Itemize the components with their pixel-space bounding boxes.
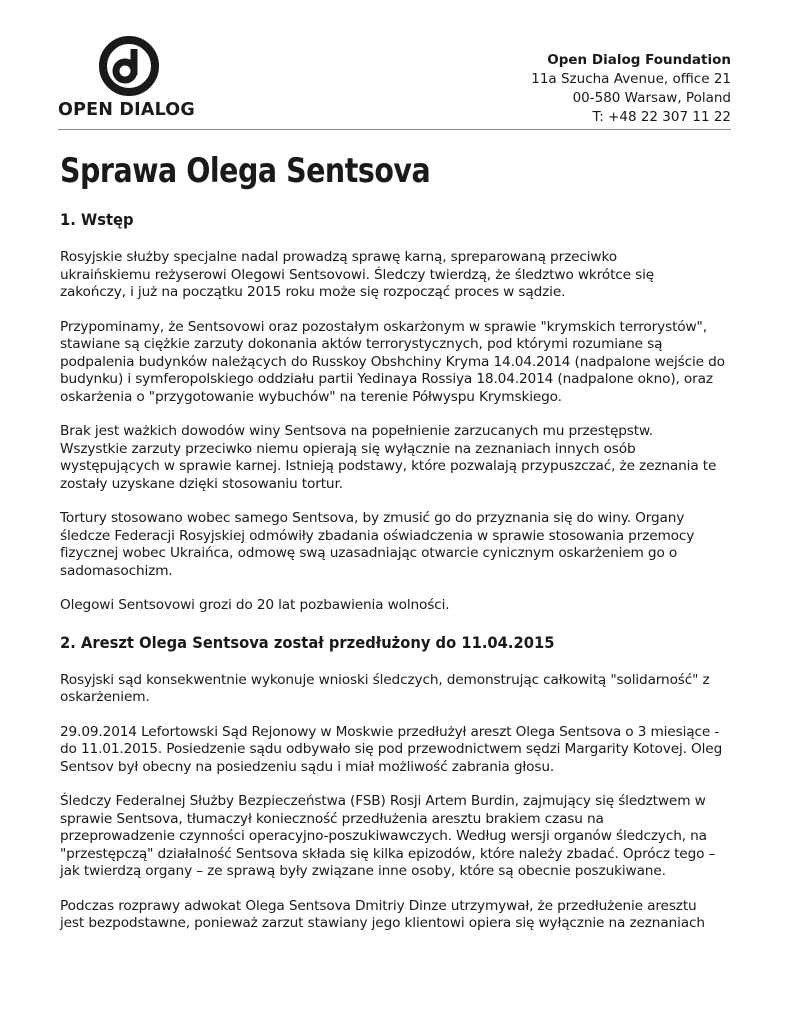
address-line-2: 00-580 Warsaw, Poland [572, 90, 731, 106]
text-line: śledcze Federacji Rosyjskiej odmówiły zbadania oświadczenia w sprawie stosowania przemocy [60, 527, 695, 544]
org-address-block [531, 51, 731, 127]
text-line: fizycznej wobec Ukraińca, odmowę swą uzasadniając otwarcie cynicznym oskarżeniem go o [60, 545, 678, 561]
text-line: Olegowi Sentsovowi grozi do 20 lat pozbawienia wolności. [60, 597, 450, 613]
section2-paragraph [60, 672, 735, 707]
text-line: stawiane są ciężkie zarzuty dokonania aktów terrorystycznych, pod którymi rozumiane są [60, 336, 663, 352]
section-2-body [60, 672, 735, 933]
text-line: jak twierdzą organy – ze sprawą były związane inne osoby, które są obecnie poszukiwane. [60, 863, 666, 879]
section-1-body [60, 249, 735, 615]
section2-paragraph [60, 898, 735, 933]
document-body [60, 146, 735, 933]
text-line: oskarżeniem. [60, 689, 150, 705]
text-line: Rosyjski sąd konsekwentnie wykonuje wnioski śledczych, demonstrując całkowitą "solidarność" z [60, 671, 710, 688]
text-line: zakończy, i już na początku 2015 roku może się rozpocząć proces w sądzie. [60, 284, 566, 300]
document-title: Sprawa Olega Sentsova [60, 151, 431, 191]
section1-paragraph [60, 249, 735, 302]
section1-paragraph [60, 597, 735, 615]
address-line-1: 11a Szucha Avenue, office 21 [531, 71, 731, 87]
section-2-heading: 2. Areszt Olega Sentsova został przedłużony do 11.04.2015 [60, 632, 555, 652]
text-line: przeprowadzenie czynności operacyjno-poszukiwawczych. Według wersji organów śledczych, na [60, 828, 707, 844]
text-line: budynku) i symferopolskiego oddziału partii Yedinaya Rossiya 18.04.2014 (nadpalone okno), oraz [60, 371, 713, 387]
text-line: ukraińskiemu reżyserowi Olegowi Sentsovowi. Śledczy twierdzą, że śledztwo wkrótce się [60, 266, 655, 283]
section1-paragraph [60, 510, 735, 580]
section2-paragraph [60, 724, 735, 777]
org-name: Open Dialog Foundation [547, 52, 731, 68]
text-line: podpalenia budynków należących do Russkoy Obshchiny Kryma 14.04.2014 (nadpalone wejście do [60, 353, 725, 370]
text-line: Rosyjskie służby specjalne nadal prowadzą sprawę karną, spreparowaną przeciwko [60, 249, 617, 265]
open-dialog-logo [58, 34, 203, 124]
text-line: Sentsov był obecny na posiedzeniu sądu i miał możliwość zabrania głosu. [60, 758, 555, 775]
text-line: Przypominamy, że Sentsovowi oraz pozostałym oskarżonym w sprawie "krymskich terrorystów", [60, 318, 707, 335]
text-line: Podczas rozprawy adwokat Olega Sentsova Dmitriy Dinze utrzymywał, że przedłużenie aresztu [60, 897, 697, 914]
text-line: występujących w sprawie karnej. Istnieją podstawy, które pozwalają przypuszczać, że zeznania te [60, 458, 717, 474]
text-line: Brak jest ważkich dowodów winy Sentsova na popełnienie zarzucanych mu przestępstw. [60, 423, 653, 439]
text-line: Tortury stosowano wobec samego Sentsova, by zmusić go do przyznania się do winy. Organy [60, 510, 685, 526]
section-1-heading: 1. Wstęp [60, 210, 134, 229]
section2-paragraph [60, 793, 735, 881]
text-line: jest bezpodstawne, ponieważ zarzut stawiany jego klientowi opiera się wyłącznie na zeznaniach [60, 915, 705, 931]
text-line: Wszystkie zarzuty przeciwko niemu opierają się wyłącznie na zeznaniach innych osób [60, 440, 636, 457]
text-line: "przestępczą" działalność Sentsova składa się kilka epizodów, które należy zbadać. Oprócz tego – [60, 845, 716, 862]
section1-paragraph [60, 319, 735, 407]
text-line: Śledczy Federalnej Służby Bezpieczeństwa (FSB) Rosji Artem Burdin, zajmujący się śledztwem w [60, 793, 706, 809]
text-line: 29.09.2014 Lefortowski Sąd Rejonowy w Moskwie przedłużył areszt Olega Sentsova o 3 miesiące - [60, 723, 720, 740]
text-line: sadomasochizm. [60, 562, 173, 579]
text-line: do 11.01.2015. Posiedzenie sądu odbywało się pod przewodnictwem sędzi Margarity Kotovej. Oleg [60, 741, 723, 757]
text-line: oskarżenia o "przygotowanie wybuchów" na terenie Półwyspu Krymskiego. [60, 388, 562, 405]
phone-number: T: +48 22 307 11 22 [592, 109, 731, 125]
section1-paragraph [60, 423, 735, 493]
header-divider [58, 129, 731, 130]
open-dialog-logo-icon [97, 34, 161, 98]
text-line: sprawie Sentsova, tłumaczył konieczność przedłużenia aresztu brakiem czasu na [60, 810, 604, 827]
text-line: zostały uzyskane dzięki stosowaniu tortur. [60, 475, 343, 492]
logo-wordmark: OPEN DIALOG [58, 100, 195, 120]
